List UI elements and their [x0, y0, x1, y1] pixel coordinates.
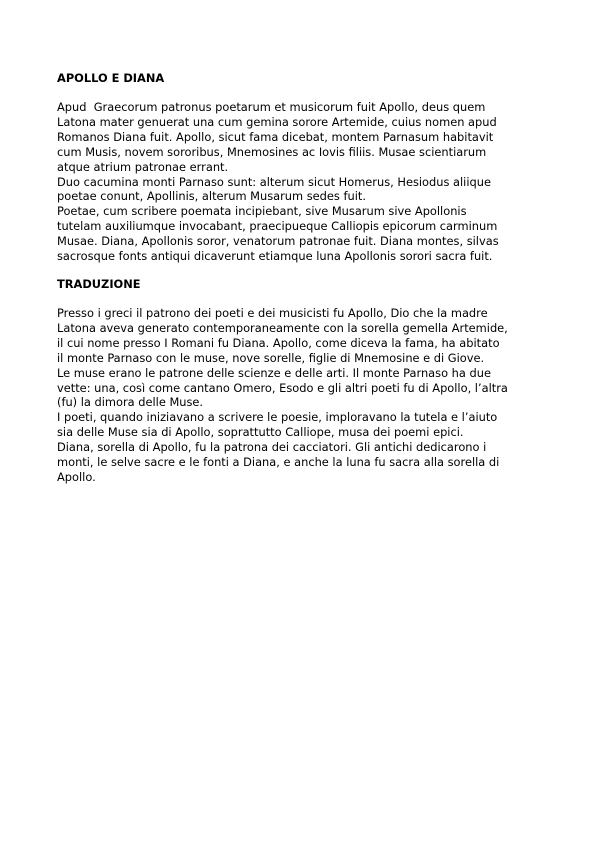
latin-line: Apud Graecorum patronus poetarum et musicorum fuit Apollo, deus quem: [57, 100, 486, 114]
latin-line: sacrosque fonts antiqui dicaverunt etiamque luna Apollonis sorori sacra fuit.: [57, 249, 493, 264]
latin-line: cum Musis, novem sororibus, Mnemosines ac Iovis filiis. Musae scientiarum: [57, 144, 487, 159]
spacer: [57, 291, 547, 306]
translation-line: Apollo.: [57, 469, 96, 484]
latin-line: poetae conunt, Apollinis, alterum Musarum sedes fuit.: [57, 189, 366, 204]
translation-heading: TRADUZIONE: [57, 276, 141, 291]
latin-line: Romanos Diana fuit. Apollo, sicut fama dicebat, montem Parnasum habitavit: [57, 129, 494, 144]
document-title: APOLLO E DIANA: [57, 71, 165, 85]
translation-line: il cui nome presso I Romani fu Diana. Apollo, come diceva la fama, ha abitato: [57, 335, 500, 350]
latin-line: Poetae, cum scribere poemata incipiebant, sive Musarum sive Apollonis: [57, 204, 467, 219]
latin-line: Musae. Diana, Apollonis soror, venatorum patronae fuit. Diana montes, silvas: [57, 234, 499, 249]
translation-line: monti, le selve sacre e le fonti a Diana, e anche la luna fu sacra alla sorella di: [57, 455, 500, 470]
translation-line: sia delle Muse sia di Apollo, soprattutto Calliope, musa dei poemi epici.: [57, 425, 464, 440]
translation-line: Latona aveva generato contemporaneamente con la sorella gemella Artemide,: [57, 320, 508, 335]
translation-line: (fu) la dimora delle Muse.: [57, 395, 204, 410]
translation-text: [57, 306, 547, 485]
translation-line: Diana, sorella di Apollo, fu la patrona dei cacciatori. Gli antichi dedicarono i: [57, 440, 487, 455]
translation-line: il monte Parnaso con le muse, nove sorelle, figlie di Mnemosine e di Giove.: [57, 350, 485, 365]
translation-line: vette: una, così come cantano Omero, Esodo e gli altri poeti fu di Apollo, l’altra: [57, 380, 508, 395]
latin-line: atque atrium patronae errant.: [57, 159, 229, 174]
translation-line: Presso i greci il patrono dei poeti e dei musicisti fu Apollo, Dio che la madre: [57, 305, 488, 320]
spacer: [57, 85, 547, 100]
latin-line: Duo cacumina monti Parnaso sunt: alterum sicut Homerus, Hesiodus aliique: [57, 174, 491, 189]
latin-text: [57, 100, 547, 264]
latin-line: tutelam auxiliumque invocabant, praecipueque Calliopis epicorum carminum: [57, 219, 498, 234]
latin-line: Latona mater genuerat una cum gemina sorore Artemide, cuius nomen apud: [57, 114, 497, 129]
document-page: [57, 71, 547, 485]
translation-line: Le muse erano le patrone delle scienze e delle arti. Il monte Parnaso ha due: [57, 365, 491, 380]
translation-line: I poeti, quando iniziavano a scrivere le poesie, imploravano la tutela e l’aiuto: [57, 410, 498, 425]
